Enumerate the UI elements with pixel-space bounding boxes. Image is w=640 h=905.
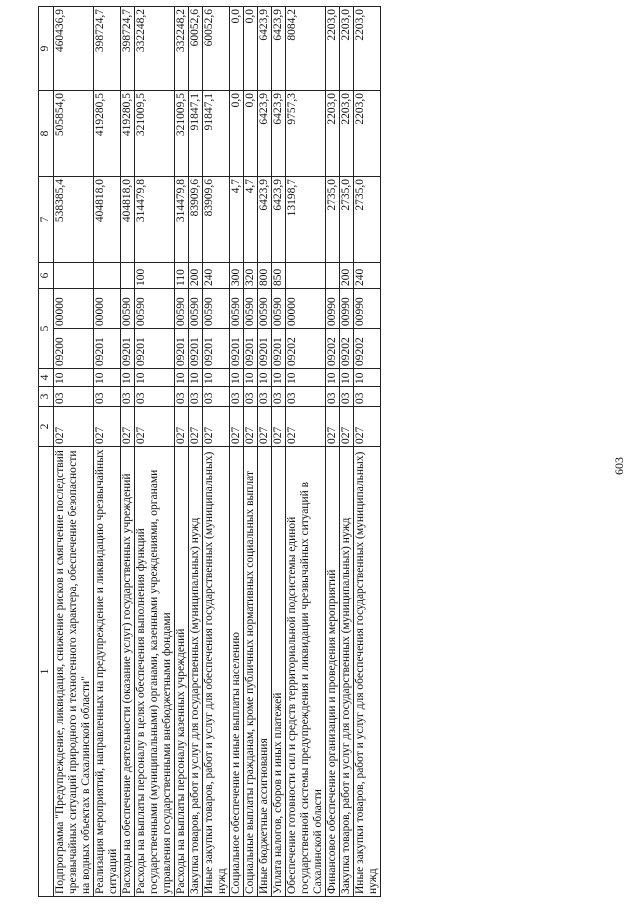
section-code: 03	[286, 387, 326, 407]
amount-year-2: 505854,0	[54, 91, 94, 177]
subsection-code: 10	[203, 369, 230, 387]
amount-year-2: 2203,0	[354, 91, 381, 177]
expense-type-code	[121, 263, 135, 289]
amount-year-2: 419280,5	[121, 91, 135, 177]
amount-year-3: 0,0	[244, 7, 258, 91]
expense-type-code	[286, 263, 326, 289]
section-code: 03	[175, 387, 189, 407]
column-header: 9	[39, 7, 54, 91]
amount-year-2: 6423,9	[258, 91, 272, 177]
expense-type-code: 320	[244, 263, 258, 289]
table-row	[244, 7, 258, 897]
amount-year-1: 314479,8	[135, 177, 175, 263]
amount-year-1: 2735,0	[340, 177, 354, 263]
table-row	[258, 7, 272, 897]
ministry-code: 027	[121, 407, 135, 447]
subsection-code: 10	[189, 369, 203, 387]
amount-year-2: 0,0	[244, 91, 258, 177]
amount-year-1: 404818,0	[94, 177, 121, 263]
amount-year-1: 2735,0	[354, 177, 381, 263]
amount-year-2: 321009,5	[135, 91, 175, 177]
expense-type-code: 200	[340, 263, 354, 289]
ministry-code: 027	[203, 407, 230, 447]
row-name: Иные бюджетные ассигнования	[258, 447, 272, 897]
amount-year-1: 13198,7	[286, 177, 326, 263]
amount-year-2: 0,0	[230, 91, 244, 177]
section-code: 03	[340, 387, 354, 407]
subsection-code: 10	[340, 369, 354, 387]
subsection-code: 10	[258, 369, 272, 387]
amount-year-1: 6423,9	[272, 177, 286, 263]
table-row	[175, 7, 189, 897]
amount-year-3: 460436,9	[54, 7, 94, 91]
row-name: Финансовое обеспечение организации и проведения мероприятий	[326, 447, 340, 897]
amount-year-3: 332248,2	[135, 7, 175, 91]
direction-code: 00590	[244, 289, 258, 329]
ministry-code: 027	[272, 407, 286, 447]
program-code: 09201	[258, 329, 272, 369]
table-row	[135, 7, 175, 897]
column-header: 4	[39, 369, 54, 387]
program-code: 09202	[326, 329, 340, 369]
program-code: 09201	[244, 329, 258, 369]
subsection-code: 10	[135, 369, 175, 387]
row-name: Закупка товаров, работ и услуг для государственных (муниципальных) нужд	[340, 447, 354, 897]
expense-type-code: 240	[203, 263, 230, 289]
subsection-code: 10	[121, 369, 135, 387]
ministry-code: 027	[354, 407, 381, 447]
table-row	[340, 7, 354, 897]
column-header: 7	[39, 177, 54, 263]
amount-year-3: 2203,0	[354, 7, 381, 91]
expense-type-code: 110	[175, 263, 189, 289]
section-code: 03	[230, 387, 244, 407]
amount-year-3: 2203,0	[340, 7, 354, 91]
ministry-code: 027	[135, 407, 175, 447]
program-code: 09202	[354, 329, 381, 369]
ministry-code: 027	[286, 407, 326, 447]
ministry-code: 027	[244, 407, 258, 447]
expense-type-code: 300	[230, 263, 244, 289]
table-row	[54, 7, 94, 897]
section-code: 03	[326, 387, 340, 407]
row-name: Социальное обеспечение и иные выплаты населению	[230, 447, 244, 897]
direction-code: 00000	[286, 289, 326, 329]
ministry-code: 027	[94, 407, 121, 447]
section-code: 03	[203, 387, 230, 407]
amount-year-2: 91847,1	[203, 91, 230, 177]
section-code: 03	[244, 387, 258, 407]
subsection-code: 10	[326, 369, 340, 387]
amount-year-3: 0,0	[230, 7, 244, 91]
program-code: 09201	[94, 329, 121, 369]
amount-year-2: 2203,0	[340, 91, 354, 177]
ministry-code: 027	[230, 407, 244, 447]
row-name: Расходы на обеспечение деятельности (оказание услуг) государственных учреждений	[121, 447, 135, 897]
direction-code: 00000	[54, 289, 94, 329]
amount-year-2: 2203,0	[326, 91, 340, 177]
subsection-code: 10	[244, 369, 258, 387]
expense-type-code: 800	[258, 263, 272, 289]
program-code: 09201	[272, 329, 286, 369]
amount-year-2: 91847,1	[189, 91, 203, 177]
amount-year-3: 398724,7	[121, 7, 135, 91]
subsection-code: 10	[94, 369, 121, 387]
subsection-code: 10	[354, 369, 381, 387]
direction-code: 00990	[340, 289, 354, 329]
ministry-code: 027	[340, 407, 354, 447]
amount-year-2: 321009,5	[175, 91, 189, 177]
expense-type-code: 200	[189, 263, 203, 289]
amount-year-3: 6423,9	[258, 7, 272, 91]
table-row	[272, 7, 286, 897]
table-row	[326, 7, 340, 897]
budget-table	[38, 6, 381, 897]
subsection-code: 10	[272, 369, 286, 387]
direction-code: 00590	[230, 289, 244, 329]
row-name: Реализация мероприятий, направленных на предупреждение и ликвидацию чрезвычайных ситуаций	[94, 447, 121, 897]
direction-code: 00590	[272, 289, 286, 329]
program-code: 09201	[203, 329, 230, 369]
amount-year-1: 4,7	[244, 177, 258, 263]
row-name: Иные закупки товаров, работ и услуг для обеспечения государственных (муниципальных) нужд	[203, 447, 230, 897]
section-code: 03	[258, 387, 272, 407]
table-row	[286, 7, 326, 897]
table-row	[230, 7, 244, 897]
row-name: Расходы на выплаты персоналу казенных учреждений	[175, 447, 189, 897]
column-header: 3	[39, 387, 54, 407]
amount-year-1: 83909,6	[203, 177, 230, 263]
amount-year-3: 2203,0	[326, 7, 340, 91]
amount-year-3: 398724,7	[94, 7, 121, 91]
table-row	[354, 7, 381, 897]
row-name: Иные закупки товаров, работ и услуг для обеспечения государственных (муниципальных) нужд	[354, 447, 381, 897]
amount-year-1: 4,7	[230, 177, 244, 263]
row-name: Социальные выплаты гражданам, кроме публичных нормативных социальных выплат	[244, 447, 258, 897]
section-code: 03	[354, 387, 381, 407]
amount-year-3: 6423,9	[272, 7, 286, 91]
amount-year-2: 419280,5	[94, 91, 121, 177]
direction-code: 00000	[94, 289, 121, 329]
row-name: Подпрограмма "Предупреждение, ликвидация, снижение рисков и смягчение последствий чрезвычайных ситуаций природного и техногенного характера, обеспечение безопасности на водных объектах в Сахалинской области"	[54, 447, 94, 897]
program-code: 09200	[54, 329, 94, 369]
expense-type-code	[94, 263, 121, 289]
amount-year-2: 6423,9	[272, 91, 286, 177]
table-row	[203, 7, 230, 897]
ministry-code: 027	[189, 407, 203, 447]
subsection-code: 10	[54, 369, 94, 387]
column-header: 6	[39, 263, 54, 289]
row-name: Обеспечение готовности сил и средств территориальной подсистемы единой государственной системы предупреждения и ликвидации чрезвычайных ситуаций в Сахалинской области	[286, 447, 326, 897]
column-number-row	[39, 7, 54, 897]
amount-year-1: 2735,0	[326, 177, 340, 263]
direction-code: 00590	[135, 289, 175, 329]
program-code: 09202	[340, 329, 354, 369]
row-name: Расходы на выплаты персоналу в целях обеспечения выполнения функций государственными (муниципальными) органами, казенными учреждениями, органами управления государственными внебюджетными фондами	[135, 447, 175, 897]
expense-type-code: 850	[272, 263, 286, 289]
amount-year-3: 8084,2	[286, 7, 326, 91]
ministry-code: 027	[54, 407, 94, 447]
program-code: 09201	[189, 329, 203, 369]
expense-type-code: 100	[135, 263, 175, 289]
direction-code: 00990	[354, 289, 381, 329]
section-code: 03	[272, 387, 286, 407]
subsection-code: 10	[230, 369, 244, 387]
page-number: 603	[612, 457, 626, 475]
program-code: 09202	[286, 329, 326, 369]
amount-year-1: 538385,4	[54, 177, 94, 263]
table-body	[54, 7, 381, 897]
subsection-code: 10	[286, 369, 326, 387]
amount-year-1: 6423,9	[258, 177, 272, 263]
section-code: 03	[94, 387, 121, 407]
expense-type-code	[326, 263, 340, 289]
direction-code: 00590	[203, 289, 230, 329]
column-header: 5	[39, 289, 54, 369]
direction-code: 00590	[175, 289, 189, 329]
table-row	[121, 7, 135, 897]
amount-year-1: 404818,0	[121, 177, 135, 263]
expense-type-code	[54, 263, 94, 289]
row-name: Закупка товаров, работ и услуг для государственных (муниципальных) нужд	[189, 447, 203, 897]
direction-code: 00990	[326, 289, 340, 329]
column-header: 2	[39, 407, 54, 447]
direction-code: 00590	[189, 289, 203, 329]
section-code: 03	[189, 387, 203, 407]
column-header: 1	[39, 447, 54, 897]
ministry-code: 027	[326, 407, 340, 447]
amount-year-2: 9757,3	[286, 91, 326, 177]
section-code: 03	[121, 387, 135, 407]
program-code: 09201	[230, 329, 244, 369]
amount-year-1: 83909,6	[189, 177, 203, 263]
direction-code: 00590	[258, 289, 272, 329]
row-name: Уплата налогов, сборов и иных платежей	[272, 447, 286, 897]
amount-year-3: 332248,2	[175, 7, 189, 91]
expense-type-code: 240	[354, 263, 381, 289]
amount-year-3: 60052,6	[189, 7, 203, 91]
ministry-code: 027	[258, 407, 272, 447]
program-code: 09201	[121, 329, 135, 369]
column-header: 8	[39, 91, 54, 177]
direction-code: 00590	[121, 289, 135, 329]
section-code: 03	[135, 387, 175, 407]
amount-year-1: 314479,8	[175, 177, 189, 263]
table-row	[189, 7, 203, 897]
subsection-code: 10	[175, 369, 189, 387]
program-code: 09201	[175, 329, 189, 369]
ministry-code: 027	[175, 407, 189, 447]
section-code: 03	[54, 387, 94, 407]
amount-year-3: 60052,6	[203, 7, 230, 91]
program-code: 09201	[135, 329, 175, 369]
table-row	[94, 7, 121, 897]
